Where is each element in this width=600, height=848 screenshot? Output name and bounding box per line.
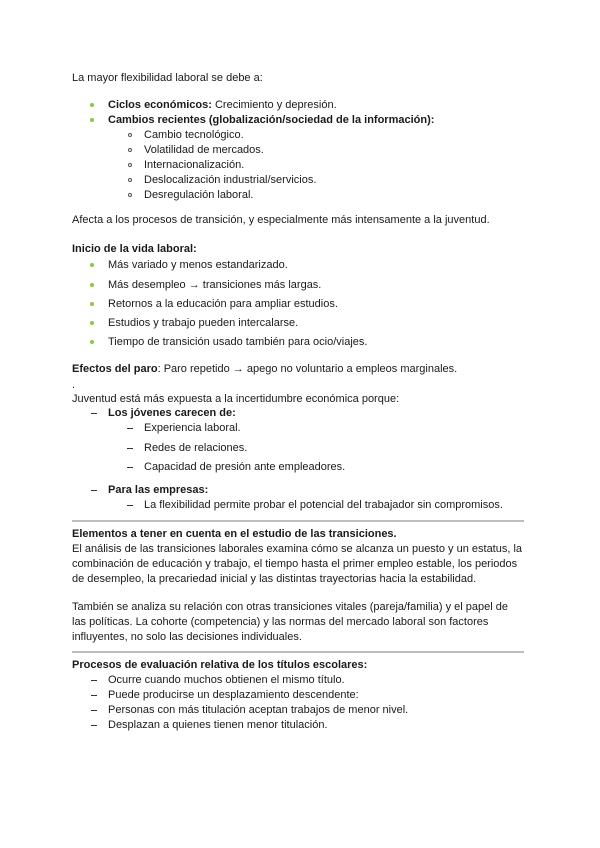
list-item: Puede producirse un desplazamiento descendente: bbox=[108, 689, 359, 701]
sub-item: Internacionalización. bbox=[144, 159, 245, 171]
dash-icon bbox=[91, 695, 97, 696]
bullet-icon bbox=[90, 283, 94, 287]
paro-text: Efectos del paro: Paro repetido → apego no voluntario a empleos marginales. bbox=[72, 363, 458, 375]
paragraph-line: las políticas. La cohorte (competencia) y las normas del mercado laboral son factores bbox=[72, 616, 489, 628]
paragraph-line: combinación de educación y trabajo, el tiempo hasta el primer empleo estable, los periodos bbox=[72, 558, 518, 570]
cause-item: Ciclos económicos: Crecimiento y depresión. bbox=[108, 99, 337, 111]
list-label: Los jóvenes carecen de: bbox=[108, 407, 236, 419]
intro-text: La mayor flexibilidad laboral se debe a: bbox=[72, 72, 263, 84]
list-item: Tiempo de transición usado también para ocio/viajes. bbox=[108, 336, 368, 348]
dash-icon bbox=[127, 428, 133, 429]
juventud-text: Juventud está más expuesta a la incertidumbre económica porque: bbox=[72, 393, 400, 405]
sub-item: Desregulación laboral. bbox=[144, 189, 254, 201]
sub-item: Redes de relaciones. bbox=[144, 442, 248, 454]
list-item: Más desempleo → transiciones más largas. bbox=[108, 279, 322, 291]
sub-item: Volatilidad de mercados. bbox=[144, 144, 264, 156]
list-item: Estudios y trabajo pueden intercalarse. bbox=[108, 317, 299, 329]
circle-bullet-icon bbox=[128, 193, 132, 197]
sub-item: Experiencia laboral. bbox=[144, 422, 241, 434]
paragraph-line: influyentes, no solo las decisiones individuales. bbox=[72, 631, 302, 643]
dash-icon bbox=[127, 505, 133, 506]
dash-icon bbox=[91, 680, 97, 681]
paragraph-line: de desempleo, la precariedad inicial y las distintas trayectorias hacia la estabilidad. bbox=[72, 573, 477, 585]
paragraph-line: También se analiza su relación con otras transiciones vitales (pareja/familia) y el papel de bbox=[72, 601, 508, 613]
list-item: Retornos a la educación para ampliar estudios. bbox=[108, 298, 338, 310]
dash-icon bbox=[91, 710, 97, 711]
affects-text: Afecta a los procesos de transición, y especialmente más intensamente a la juventud. bbox=[72, 214, 490, 226]
list-item: Más variado y menos estandarizado. bbox=[108, 259, 288, 271]
divider bbox=[72, 520, 524, 522]
bullet-icon bbox=[90, 118, 94, 122]
list-label: Para las empresas: bbox=[108, 484, 209, 496]
bullet-icon bbox=[90, 103, 94, 107]
list-item: Ocurre cuando muchos obtienen el mismo título. bbox=[108, 674, 345, 686]
bullet-icon bbox=[90, 302, 94, 306]
dash-icon bbox=[127, 467, 133, 468]
list-item: Personas con más titulación aceptan trabajos de menor nivel. bbox=[108, 704, 409, 716]
circle-bullet-icon bbox=[128, 148, 132, 152]
sub-item: Cambio tecnológico. bbox=[144, 129, 244, 141]
dash-icon bbox=[91, 413, 97, 414]
bullet-icon bbox=[90, 263, 94, 267]
sub-item: Capacidad de presión ante empleadores. bbox=[144, 461, 346, 473]
list-item: Desplazan a quienes tienen menor titulación. bbox=[108, 719, 328, 731]
section-title: Procesos de evaluación relativa de los títulos escolares: bbox=[72, 659, 368, 671]
paragraph-line: El análisis de las transiciones laborales examina cómo se alcanza un puesto y un estatus, la bbox=[72, 543, 523, 555]
cause-item: Cambios recientes (globalización/sociedad de la información): bbox=[108, 114, 435, 126]
sub-item: Deslocalización industrial/servicios. bbox=[144, 174, 317, 186]
circle-bullet-icon bbox=[128, 133, 132, 137]
divider bbox=[72, 651, 524, 653]
bullet-icon bbox=[90, 321, 94, 325]
dash-icon bbox=[91, 490, 97, 491]
stray-dot: . bbox=[72, 379, 76, 391]
circle-bullet-icon bbox=[128, 178, 132, 182]
section-title: Inicio de la vida laboral: bbox=[72, 243, 197, 255]
sub-item: La flexibilidad permite probar el potencial del trabajador sin compromisos. bbox=[144, 499, 503, 511]
circle-bullet-icon bbox=[128, 163, 132, 167]
section-title: Elementos a tener en cuenta en el estudio de las transiciones. bbox=[72, 528, 397, 540]
dash-icon bbox=[91, 725, 97, 726]
bullet-icon bbox=[90, 340, 94, 344]
dash-icon bbox=[127, 448, 133, 449]
